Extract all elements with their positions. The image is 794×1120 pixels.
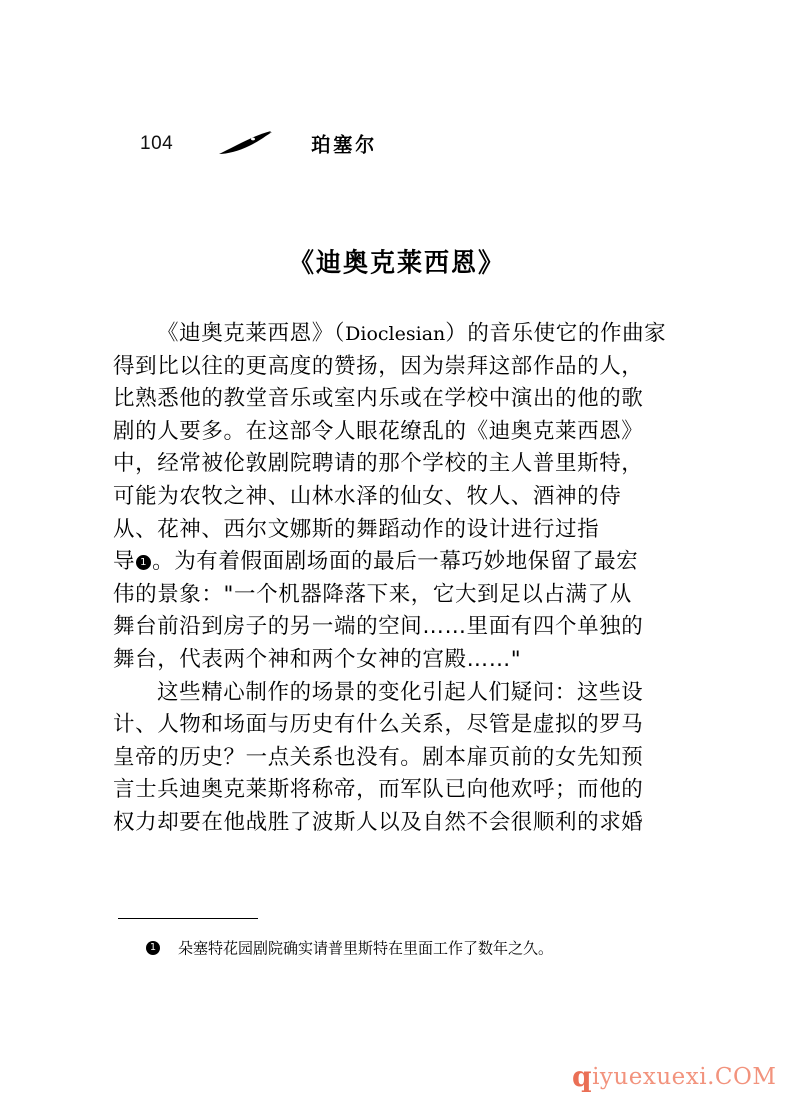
paragraph-line: 中，经常被伦敦剧院聘请的那个学校的主人普里斯特， <box>113 451 644 477</box>
paragraph-line: 伟的景象："一个机器降落下来，它大到足以占满了从 <box>113 581 632 607</box>
paragraph-line: 从、花神、西尔文娜斯的舞蹈动作的设计进行过指 <box>113 516 600 542</box>
foreign-term: Dioclesian <box>345 323 446 345</box>
paragraph-line: 舞台前沿到房子的另一端的空间……里面有四个单独的 <box>113 614 644 640</box>
section-title: 《迪奥克莱西恩》 <box>288 247 505 278</box>
watermark-text: iyuexuexi.COM <box>592 1064 777 1090</box>
paragraph-line: 《迪奥克莱西恩》（Dioclesian）的音乐使它的作曲家 <box>157 321 667 346</box>
leaf-flourish-icon <box>217 130 275 156</box>
paragraph-line: 可能为农牧之神、山林水泽的仙女、牧人、酒神的侍 <box>113 483 622 509</box>
watermark <box>572 1060 777 1093</box>
footnote-text: 朵塞特花园剧院确实请普里斯特在里面工作了数年之久。 <box>178 939 554 958</box>
footnote-reference-marker[interactable]: 1 <box>136 555 151 570</box>
paragraph-line: 舞台，代表两个神和两个女神的宫殿……" <box>113 646 522 672</box>
paragraph-line: 计、人物和场面与历史有什么关系，尽管是虚拟的罗马 <box>113 712 644 738</box>
page-number: 104 <box>140 132 174 154</box>
footnote <box>146 938 686 959</box>
paragraph-line: 剧的人要多。在这部令人眼花缭乱的《迪奥克莱西恩》 <box>113 418 644 444</box>
watermark-initial: q <box>572 1060 593 1093</box>
running-head-title: 珀塞尔 <box>311 132 378 157</box>
running-head <box>140 126 660 160</box>
paragraph-line: 导 1 。为有着假面剧场面的最后一幕巧妙地保留了最宏 <box>113 549 639 575</box>
paragraph-line: 比熟悉他的教堂音乐或室内乐或在学校中演出的他的歌 <box>113 386 644 412</box>
paragraph-line: 言士兵迪奥克莱斯将称帝，而军队已向他欢呼；而他的 <box>113 777 644 803</box>
paragraph-line: 皇帝的历史？一点关系也没有。剧本扉页前的女先知预 <box>113 744 644 770</box>
footnote-marker: 1 <box>146 941 160 955</box>
paragraph-line: 得到比以往的更高度的赞扬，因为崇拜这部作品的人， <box>113 353 644 379</box>
paragraph-line: 权力却要在他战胜了波斯人以及自然不会很顺利的求婚 <box>113 809 644 835</box>
paragraph-line: 这些精心制作的场景的变化引起人们疑问：这些设 <box>157 679 644 705</box>
footnote-separator-rule <box>118 918 258 919</box>
body-text <box>113 318 681 840</box>
